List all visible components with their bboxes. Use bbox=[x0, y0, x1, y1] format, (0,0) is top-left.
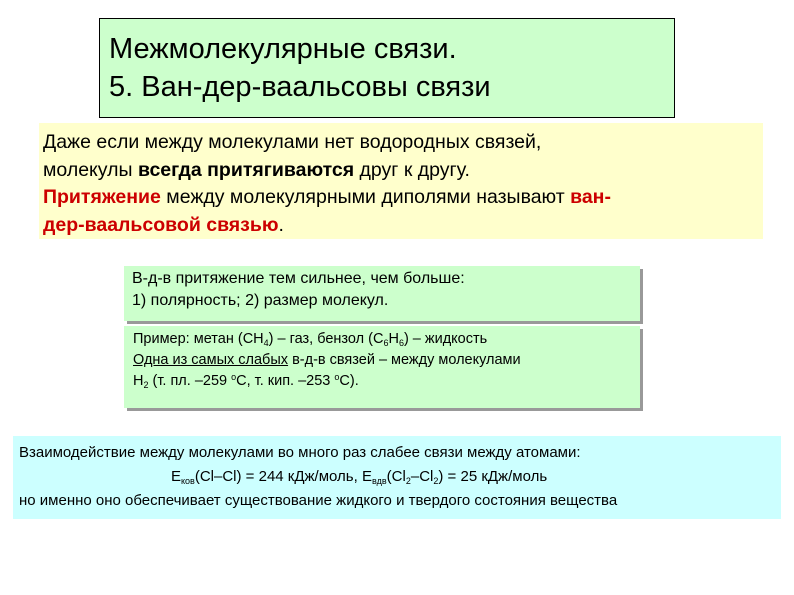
energy-text: (Cl–Cl) = 244 кДж/моль, E bbox=[194, 468, 372, 485]
title-line-1: Межмолекулярные связи. bbox=[109, 33, 457, 65]
example-line-1 bbox=[133, 329, 640, 350]
slide-title bbox=[99, 18, 675, 118]
subscript: 6 bbox=[383, 338, 389, 348]
example-text: C). bbox=[339, 373, 359, 389]
example-line-3 bbox=[133, 371, 640, 392]
example-text: C, т. кип. –253 bbox=[236, 373, 335, 389]
intro-text: Даже если между молекулами нет водородных связей, bbox=[43, 131, 542, 153]
strength-factors-box bbox=[124, 266, 640, 321]
subscript: ков bbox=[181, 476, 195, 486]
example-text: ) – газ, бензол (C bbox=[268, 331, 384, 347]
example-text: H bbox=[133, 373, 144, 389]
energy-text: –Cl bbox=[410, 468, 434, 485]
intro-line-3 bbox=[43, 184, 763, 212]
example-box bbox=[124, 326, 640, 408]
subscript: 4 bbox=[263, 338, 269, 348]
title-line-2: 5. Ван-дер-ваальсовы связи bbox=[109, 71, 491, 103]
intro-line-4 bbox=[43, 212, 763, 240]
intro-highlight-text: дер-ваальсовой связью bbox=[43, 213, 279, 236]
degree-superscript: o bbox=[334, 372, 340, 382]
subscript: 2 bbox=[405, 476, 411, 486]
example-text: (т. пл. –259 bbox=[148, 373, 232, 389]
intro-line-1 bbox=[43, 129, 763, 157]
example-text: в-д-в связей – между молекулами bbox=[288, 352, 521, 368]
strength-factors-line-1: В-д-в притяжение тем сильнее, чем больше: bbox=[132, 270, 465, 287]
subscript: 2 bbox=[143, 380, 149, 390]
example-text: ) – жидкость bbox=[403, 331, 488, 347]
example-underlined-text: Одна из самых слабых bbox=[133, 352, 289, 368]
example-text: Пример: метан (CH bbox=[133, 331, 264, 347]
subscript: вдв bbox=[371, 476, 387, 486]
subscript: 6 bbox=[398, 338, 404, 348]
energy-text: E bbox=[171, 468, 182, 485]
intro-highlight-text: Притяжение bbox=[43, 186, 161, 208]
degree-superscript: o bbox=[231, 372, 237, 382]
intro-highlight-text: ван- bbox=[570, 186, 611, 208]
example-text: H bbox=[388, 331, 399, 347]
intro-text: молекулы bbox=[43, 158, 138, 181]
intro-text: друг к другу. bbox=[354, 158, 470, 181]
example-line-2 bbox=[133, 350, 640, 371]
energy-text: ) = 25 кДж/моль bbox=[438, 468, 548, 485]
intro-text: между молекулярными диполями называют bbox=[160, 186, 571, 208]
energy-line-1: Взаимодействие между молекулами во много раз слабее связи между атомами: bbox=[19, 444, 581, 461]
intro-paragraph bbox=[39, 123, 763, 239]
intro-text: . bbox=[278, 213, 284, 236]
energy-text: (Cl bbox=[386, 468, 406, 485]
subscript: 2 bbox=[433, 476, 439, 486]
strength-factors-line-2: 1) полярность; 2) размер молекул. bbox=[132, 292, 389, 309]
intro-bold-text: всегда притягиваются bbox=[137, 158, 355, 181]
energy-line-2 bbox=[19, 465, 781, 489]
intro-line-2 bbox=[43, 157, 763, 185]
energy-line-3: но именно оно обеспечивает существование жидкого и твердого состояния вещества bbox=[19, 492, 618, 509]
energy-comparison-box bbox=[13, 436, 781, 519]
